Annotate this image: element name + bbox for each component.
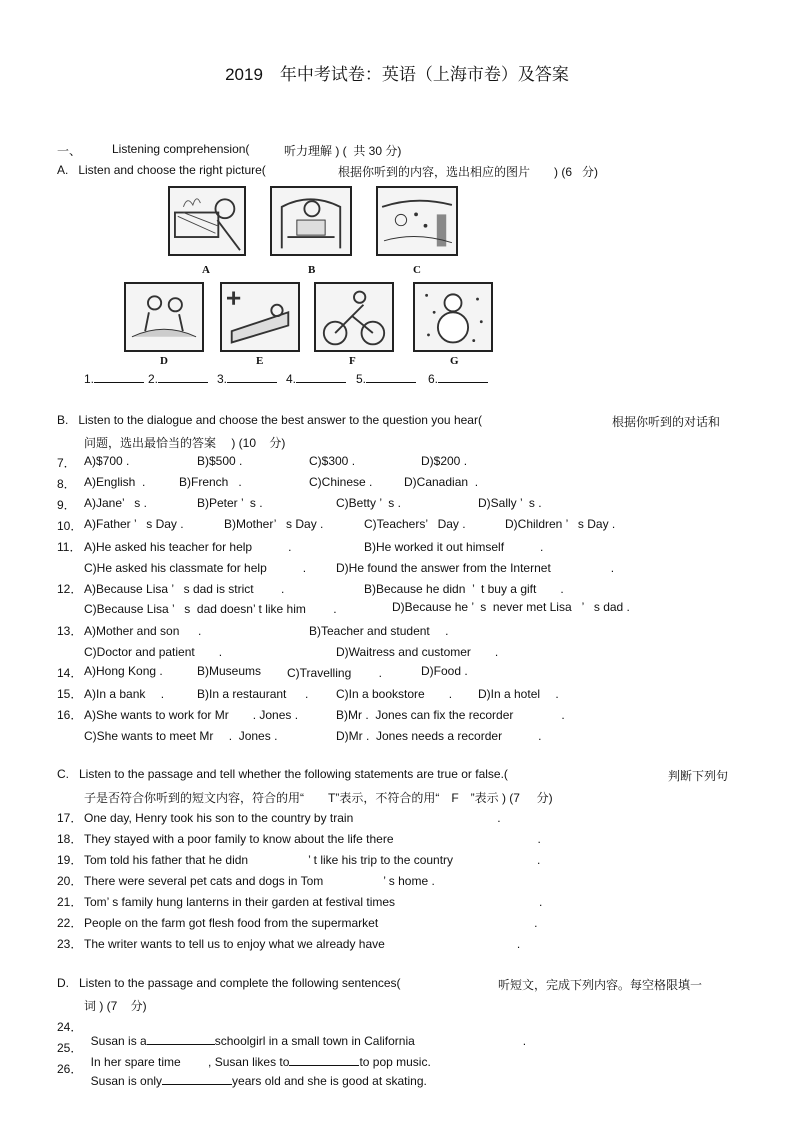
answer-input[interactable] (296, 382, 346, 383)
picture-label: B (308, 264, 316, 276)
option-c: C)She wants to meet Mr . Jones . (84, 729, 278, 743)
option-c: C)Because Lisa ’ s dad doesn’ t like him . (84, 602, 337, 616)
option-b: B)Museums (197, 664, 262, 678)
statement: They stayed with a poor family to know about the life there . (84, 832, 541, 846)
option-d: D)In a hotel . (478, 687, 559, 701)
picture-a-barbecue (168, 186, 246, 256)
answer-blank-5: 5. (356, 372, 416, 386)
question-number: 14． (57, 666, 83, 680)
option-d: D)Waitress and customer . (336, 645, 499, 659)
question-number: 22． (57, 916, 83, 930)
option-c: C)In a bookstore . (336, 687, 453, 701)
picture-label: E (256, 355, 264, 367)
question-number: 12． (57, 582, 83, 596)
answer-input[interactable] (158, 382, 208, 383)
section-a-instruction-cn: 根据你听到的内容，选出相应的图片 ) (6 分) (338, 165, 598, 179)
question-number: 21． (57, 895, 83, 909)
option-a: A)Hong Kong . (84, 664, 163, 678)
option-a: A)She wants to work for Mr . Jones . (84, 708, 299, 722)
answer-input[interactable] (366, 382, 416, 383)
statement: Tom told his father that he didn ’ t like his trip to the country . (84, 853, 541, 867)
question-number: 18． (57, 832, 83, 846)
option-b: B)$500 . (197, 454, 243, 468)
option-c: C)Betty ’ s . (336, 496, 401, 510)
option-b: B)French . (179, 475, 242, 489)
option-b: B)Mr . Jones can fix the recorder . (336, 708, 565, 722)
option-b: B)Because he didn ’ t buy a gift . (364, 582, 564, 596)
question-number: 13． (57, 624, 83, 638)
option-a: A)$700 . (84, 454, 130, 468)
option-c: C)Travelling . (287, 666, 382, 680)
answer-blank-4: 4. (286, 372, 346, 386)
picture-label: G (450, 355, 459, 367)
option-b: B)Teacher and student . (309, 624, 449, 638)
picture-label: D (160, 355, 168, 367)
option-a: A)In a bank . (84, 687, 165, 701)
fill-sentence: In her spare time , Susan likes to to pop music. (90, 1055, 431, 1069)
option-a: A)Because Lisa ’ s dad is strict . (84, 582, 285, 596)
statement: The writer wants to tell us to enjoy what we already have . (84, 937, 521, 951)
picture-f-cycling (314, 282, 394, 352)
option-d: D)Children ’ s Day . (505, 517, 616, 531)
picture-b-reading (270, 186, 352, 256)
answer-blank-2: 2. (148, 372, 208, 386)
answer-blank-6: 6. (428, 372, 488, 386)
option-d: D)He found the answer from the Internet . (336, 561, 615, 575)
picture-c-snow (376, 186, 458, 256)
question-number: 10． (57, 519, 83, 533)
picture-d-picnic (124, 282, 204, 352)
question-number: 25． (57, 1041, 83, 1055)
option-a: A)Jane’ s . (84, 496, 147, 510)
section-b-instruction-cn: 根据你听到的对话和 (612, 415, 721, 429)
question-number: 15． (57, 687, 83, 701)
statement: Tom’ s family hung lanterns in their garden at festival times . (84, 895, 543, 909)
option-c: C)Chinese . (309, 475, 373, 489)
option-a: A)Father ’ s Day . (84, 517, 184, 531)
section-a-instruction: A. Listen and choose the right picture( (57, 163, 266, 177)
statement: There were several pet cats and dogs in Tom ’ s home . (84, 874, 435, 888)
section-d-instruction-cn: 听短文，完成下列内容。每空格限填一 (498, 978, 703, 992)
section-c-instruction-cn-2: 子是否符合你听到的短文内容，符合的用“ T”表示，不符合的用“ F ”表示 ) (7 分) (84, 791, 553, 805)
question-number: 7． (57, 456, 76, 470)
picture-label: F (349, 355, 356, 367)
answer-blank-1: 1. (84, 372, 144, 386)
option-a: A)Mother and son . (84, 624, 202, 638)
question-number: 11． (57, 540, 82, 554)
option-c: C)Doctor and patient . (84, 645, 223, 659)
answer-input[interactable] (162, 1084, 232, 1085)
statement: One day, Henry took his son to the country by train . (84, 811, 501, 825)
fill-sentence: Susan is a schoolgirl in a small town in California . (90, 1034, 527, 1048)
option-c: C)He asked his classmate for help . (84, 561, 307, 575)
question-number: 9． (57, 498, 76, 512)
question-number: 20． (57, 874, 83, 888)
picture-label: A (202, 264, 210, 276)
question-number: 24． (57, 1020, 83, 1034)
option-d: D)Because he ’ s never met Lisa ’ s dad . (392, 600, 630, 614)
option-a: A)English . (84, 475, 146, 489)
part-title-cn: 听力理解 ) ( 共 30 分) (284, 144, 402, 158)
question-number: 16． (57, 708, 83, 722)
section-c-instruction: C. Listen to the passage and tell whether the following statements are true or false.( (57, 767, 508, 781)
statement: People on the farm got flesh food from the supermarket . (84, 916, 538, 930)
question-number: 8． (57, 477, 76, 491)
option-c: C)Teachers’ Day . (364, 517, 466, 531)
question-number: 26． (57, 1062, 83, 1076)
option-b: B)Mother’ s Day . (224, 517, 324, 531)
question-number: 19． (57, 853, 83, 867)
part-title-en: Listening comprehension( (112, 142, 250, 156)
option-d: D)Mr . Jones needs a recorder . (336, 729, 542, 743)
page-title: 2019 年中考试卷：英语（上海市卷）及答案 (225, 65, 569, 84)
question-number: 17． (57, 811, 83, 825)
option-b: B)He worked it out himself . (364, 540, 544, 554)
answer-input[interactable] (94, 382, 144, 383)
question-number: 23． (57, 937, 83, 951)
option-d: D)Sally ’ s . (478, 496, 542, 510)
section-d-instruction: D. Listen to the passage and complete the following sentences( (57, 976, 401, 990)
option-b: B)In a restaurant . (197, 687, 309, 701)
fill-sentence: Susan is only years old and she is good at skating. (90, 1074, 427, 1088)
picture-g-snowman (413, 282, 493, 352)
option-c: C)$300 . (309, 454, 356, 468)
section-b-instruction: B. Listen to the dialogue and choose the best answer to the question you hear( (57, 413, 482, 427)
section-b-instruction-cn-2: 问题，选出最恰当的答案 ) (10 分) (84, 436, 286, 450)
answer-input[interactable] (438, 382, 488, 383)
option-d: D)$200 . (421, 454, 468, 468)
answer-input[interactable] (227, 382, 277, 383)
option-d: D)Canadian . (404, 475, 479, 489)
section-d-instruction-cn-2: 词 ) (7 分) (84, 999, 147, 1013)
option-b: B)Peter ’ s . (197, 496, 263, 510)
answer-blank-3: 3. (217, 372, 277, 386)
picture-label: C (413, 264, 421, 276)
section-c-instruction-cn: 判断下列句 (668, 769, 729, 783)
option-d: D)Food . (421, 664, 468, 678)
option-a: A)He asked his teacher for help . (84, 540, 292, 554)
part-number: 一、 (57, 144, 82, 158)
picture-e-hospital (220, 282, 300, 352)
